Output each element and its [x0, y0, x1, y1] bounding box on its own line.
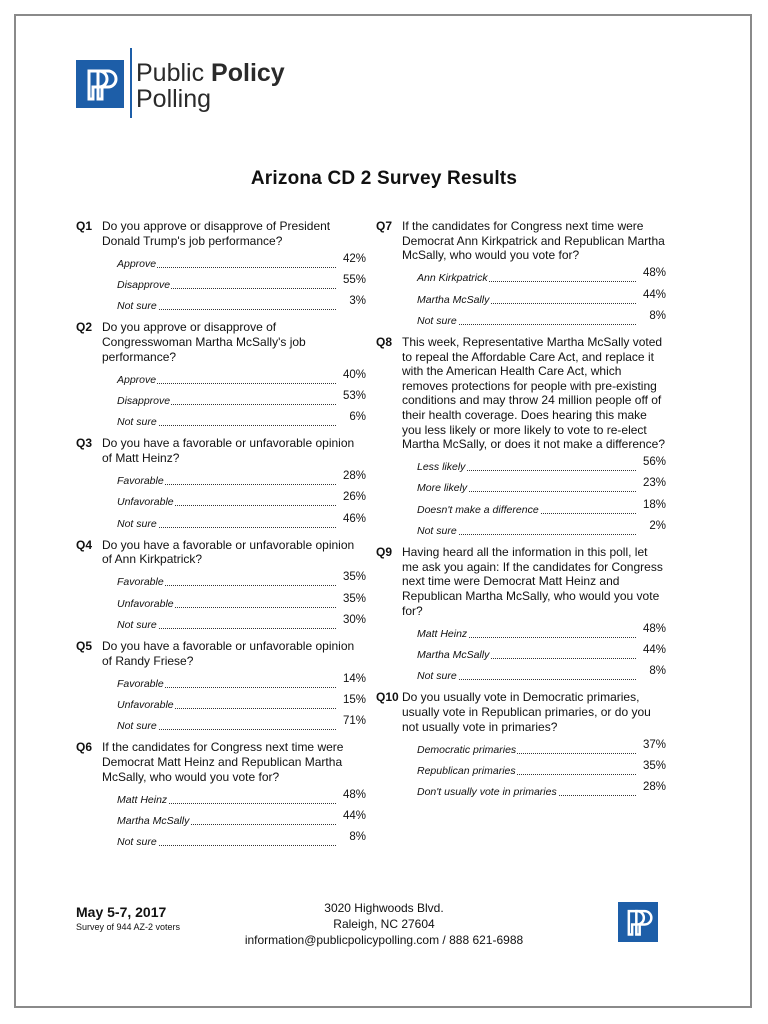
answer-list	[376, 452, 666, 543]
logo-wordmark	[136, 60, 285, 112]
answer-percent: 35%	[338, 571, 366, 583]
answer-row	[117, 409, 366, 430]
answer-percent: 8%	[638, 665, 666, 677]
answer-list	[76, 364, 366, 433]
answer-row	[117, 612, 366, 633]
question-number: Q3	[76, 436, 93, 451]
answer-label: Don't usually vote in primaries	[417, 786, 557, 799]
answer-row	[417, 308, 666, 329]
answer-label: Democratic primaries	[417, 743, 517, 756]
answer-percent: 44%	[638, 644, 666, 656]
answer-row	[117, 250, 366, 271]
answer-percent: 28%	[338, 470, 366, 482]
answer-label: Not sure	[117, 836, 157, 849]
answer-percent: 53%	[338, 390, 366, 402]
question-text: Do you usually vote in Democratic primaries, usually vote in Republican primaries, or do you not usually vote in primaries?	[402, 690, 651, 734]
answer-label: Not sure	[117, 517, 157, 530]
answer-label: Unfavorable	[117, 699, 174, 711]
answer-row	[117, 829, 366, 850]
answer-percent: 55%	[338, 274, 366, 286]
answer-label: Doesn't make a difference	[417, 503, 539, 516]
answer-row	[117, 713, 366, 734]
answer-label: Unfavorable	[117, 496, 174, 509]
question-number: Q8	[376, 334, 393, 349]
answer-label: Not sure	[117, 619, 157, 632]
answer-label: Matt Heinz	[117, 793, 168, 806]
answer-row	[417, 663, 666, 684]
answer-row	[417, 779, 666, 800]
question-header	[376, 545, 666, 618]
answer-row	[417, 518, 666, 539]
answer-row	[117, 692, 366, 713]
answer-label: Less likely	[417, 461, 466, 474]
answer-percent: 35%	[338, 593, 366, 605]
question-q7	[376, 219, 666, 332]
answer-row	[417, 496, 666, 517]
answer-list	[376, 618, 666, 687]
question-header	[76, 320, 366, 364]
question-text: Do you have a favorable or unfavorable opinion of Randy Friese?	[102, 639, 355, 668]
answer-percent: 71%	[338, 715, 366, 727]
answer-label: Favorable	[117, 677, 164, 690]
question-text: If the candidates for Congress next time were Democrat Ann Kirkpatrick and Republican Martha McSally, who would you vote for?	[402, 219, 665, 263]
question-text: Do you have a favorable or unfavorable opinion of Matt Heinz?	[102, 436, 355, 465]
answer-percent: 8%	[338, 831, 366, 843]
question-header	[76, 639, 366, 668]
page-title: Arizona CD 2 Survey Results	[250, 168, 518, 189]
answer-percent: 8%	[638, 310, 666, 322]
logo-word-policy: Policy	[211, 59, 285, 87]
question-q2	[76, 320, 366, 433]
answer-label: Martha McSally	[117, 814, 190, 827]
answer-percent: 48%	[638, 267, 666, 279]
answer-row	[117, 569, 366, 590]
answer-row	[117, 786, 366, 807]
answer-row	[417, 475, 666, 496]
answer-row	[417, 286, 666, 307]
answer-label: Not sure	[117, 300, 157, 313]
question-q5	[76, 639, 366, 737]
answer-row	[417, 758, 666, 779]
answer-percent: 56%	[638, 456, 666, 468]
footer-logo-icon	[618, 902, 658, 942]
question-text: If the candidates for Congress next time were Democrat Matt Heinz and Republican Martha McSally, who would you vote for?	[102, 740, 344, 784]
question-q1	[76, 219, 366, 317]
answer-list	[76, 567, 366, 636]
answer-percent: 26%	[338, 491, 366, 503]
answer-percent: 48%	[638, 623, 666, 635]
answer-row	[117, 388, 366, 409]
question-header	[76, 219, 366, 248]
question-number: Q1	[76, 219, 93, 233]
answer-percent: 18%	[638, 499, 666, 511]
answer-percent: 28%	[638, 781, 666, 793]
answer-row	[417, 620, 666, 641]
question-number: Q5	[76, 639, 93, 654]
answer-row	[117, 510, 366, 531]
contact-line: information@publicpolicypolling.com / 888 621-6988	[244, 933, 524, 947]
answer-percent: 3%	[338, 295, 366, 307]
question-q4	[76, 538, 366, 636]
question-header	[376, 219, 666, 263]
answer-list	[376, 734, 666, 803]
question-number: Q4	[76, 537, 93, 552]
answer-row	[117, 489, 366, 510]
answer-label: Favorable	[117, 474, 164, 487]
question-number: Q2	[76, 320, 93, 335]
question-number: Q10	[376, 690, 399, 705]
question-number: Q6	[76, 740, 93, 755]
question-header	[376, 335, 666, 452]
survey-sample: Survey of 944 AZ-2 voters	[76, 922, 181, 932]
answer-row	[417, 454, 666, 475]
answer-percent: 30%	[338, 614, 366, 626]
answer-percent: 14%	[338, 673, 366, 685]
question-text: Do you have a favorable or unfavorable opinion of Ann Kirkpatrick?	[102, 537, 355, 567]
answer-row	[117, 590, 366, 611]
ppp-logo-mark-icon	[76, 60, 124, 108]
question-number: Q9	[376, 545, 393, 560]
answer-row	[117, 670, 366, 691]
answer-label: Disapprove	[117, 394, 171, 407]
answer-percent: 35%	[638, 760, 666, 772]
answer-list	[76, 466, 366, 535]
question-text: Having heard all the information in this poll, let me ask you again: If the candidates for Congress next time were Democrat Matt Heinz and Republican Martha McSally, who would you vote for?	[402, 545, 663, 618]
question-header	[76, 538, 366, 567]
answer-percent: 44%	[338, 810, 366, 822]
question-header	[376, 690, 666, 734]
question-q9	[376, 545, 666, 687]
answer-list	[76, 248, 366, 317]
answer-percent: 48%	[338, 789, 366, 801]
answer-label: Approve	[117, 373, 157, 386]
left-column	[76, 216, 366, 853]
answer-percent: 42%	[338, 253, 366, 265]
question-header	[76, 436, 366, 465]
answer-row	[117, 366, 366, 387]
answer-label: Disapprove	[117, 278, 171, 291]
answer-list	[76, 784, 366, 853]
answer-label: Martha McSally	[417, 293, 490, 306]
answer-percent: 44%	[638, 289, 666, 301]
answer-label: More likely	[417, 482, 468, 495]
logo-divider	[130, 48, 132, 118]
answer-label: Not sure	[417, 525, 457, 538]
answer-label: Unfavorable	[117, 597, 174, 610]
logo-word-polling: Polling	[136, 85, 212, 113]
answer-percent: 15%	[338, 694, 366, 706]
question-text: This week, Representative Martha McSally voted to repeal the Affordable Care Act, and replace it with the American Health Care Act, which removes protections for people with pre-existing conditions and may throw 24 million people off of their health coverage. Does hearing this make you less likely or more likely to vote to re-elect Martha McSally, or does it not make a difference?	[402, 334, 666, 452]
right-column	[376, 216, 666, 803]
answer-percent: 40%	[338, 369, 366, 381]
question-header	[76, 740, 366, 784]
answer-percent: 2%	[638, 520, 666, 532]
survey-date: May 5-7, 2017	[76, 904, 167, 920]
logo-word-public: Public	[136, 59, 205, 87]
question-q8	[376, 335, 666, 542]
question-q10	[376, 690, 666, 803]
question-text: Do you approve or disapprove of President Donald Trump's job performance?	[102, 219, 331, 248]
answer-label: Martha McSally	[417, 649, 490, 662]
answer-label: Favorable	[117, 576, 164, 589]
question-q3	[76, 436, 366, 534]
answer-row	[117, 272, 366, 293]
answer-percent: 6%	[338, 411, 366, 423]
answer-percent: 37%	[638, 739, 666, 751]
answer-label: Ann Kirkpatrick	[417, 272, 488, 285]
answer-label: Not sure	[117, 416, 157, 429]
address-line-1: 3020 Highwoods Blvd.	[324, 901, 444, 915]
answer-label: Not sure	[117, 720, 157, 733]
answer-list	[76, 668, 366, 737]
address-line-2: Raleigh, NC 27604	[333, 917, 435, 931]
question-number: Q7	[376, 219, 393, 233]
question-q6	[76, 740, 366, 853]
answer-row	[117, 468, 366, 489]
answer-row	[417, 736, 666, 757]
answer-label: Republican primaries	[417, 764, 516, 777]
answer-row	[117, 808, 366, 829]
answer-label: Approve	[117, 257, 157, 270]
answer-label: Not sure	[417, 670, 457, 683]
answer-percent: 23%	[638, 477, 666, 489]
answer-label: Not sure	[417, 314, 457, 327]
answer-row	[417, 642, 666, 663]
answer-percent: 46%	[338, 513, 366, 525]
answer-row	[417, 265, 666, 286]
answer-label: Matt Heinz	[417, 627, 468, 640]
question-text: Do you approve or disapprove of Congresswoman Martha McSally's job performance?	[102, 320, 306, 364]
answer-row	[117, 293, 366, 314]
answer-list	[376, 263, 666, 332]
